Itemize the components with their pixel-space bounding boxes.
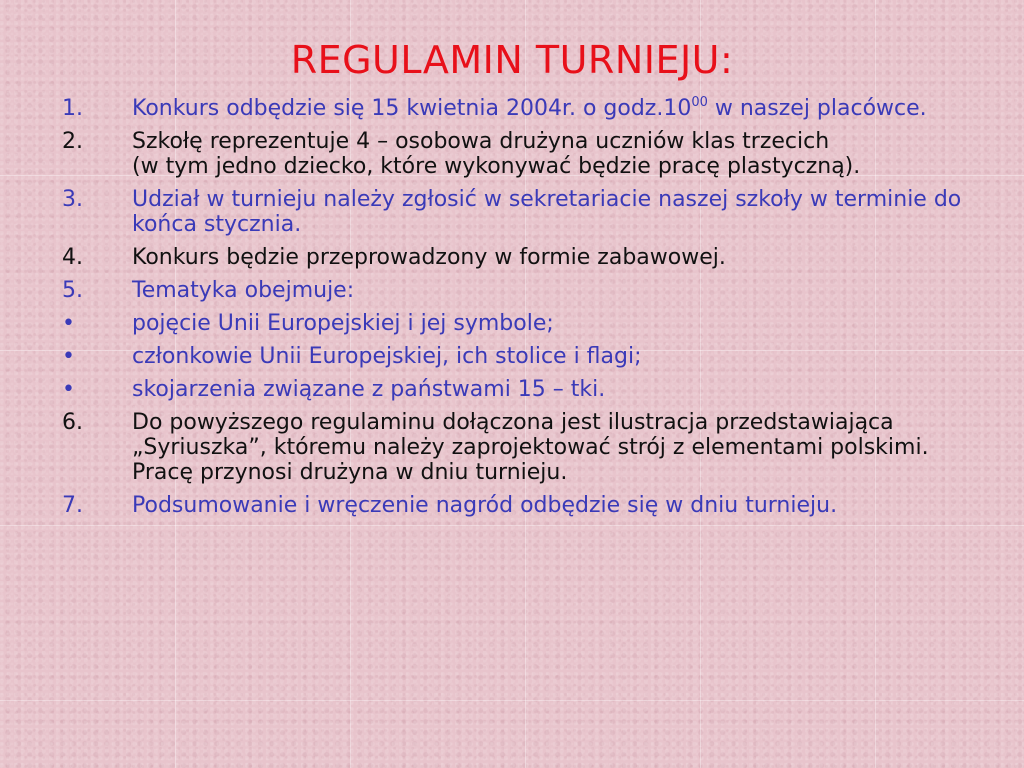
- rule-marker: 5.: [62, 278, 83, 303]
- rule-item-4: [62, 245, 962, 270]
- rule-text: Podsumowanie i wręczenie nagród odbędzie się w dniu turnieju.: [132, 493, 838, 518]
- rule-item-7: [62, 493, 962, 518]
- bullet-marker: •: [62, 377, 75, 402]
- bullet-marker: •: [62, 311, 75, 336]
- slide-title: REGULAMIN TURNIEJU:: [290, 38, 734, 82]
- rule-text: Konkurs będzie przeprowadzony w formie zabawowej.: [132, 245, 726, 270]
- rule-text: Udział w turnieju należy zgłosić w sekretariacie naszej szkoły w terminie do końca stycznia.: [132, 187, 962, 237]
- topic-text: członkowie Unii Europejskiej, ich stolice i flagi;: [132, 344, 642, 369]
- rule-item-5: [62, 278, 962, 303]
- rule-marker: 7.: [62, 493, 83, 518]
- rule-item-3: [62, 187, 962, 237]
- rule-text: Szkołę reprezentuje 4 – osobowa drużyna uczniów klas trzecich: [132, 129, 830, 154]
- rule-item-1: [62, 96, 962, 121]
- rule-text: Do powyższego regulaminu dołączona jest ilustracja przedstawiająca „Syriuszka”, któremu należy zaprojektować strój z elementami polskimi. Pracę przynosi drużyna w dniu turnieju.: [132, 410, 929, 485]
- topic-bullet-1: [62, 311, 962, 336]
- bullet-marker: •: [62, 344, 75, 369]
- rules-list: [62, 96, 962, 526]
- rule-marker: 4.: [62, 245, 83, 270]
- rule-text-continuation: (w tym jedno dziecko, które wykonywać będzie pracę plastyczną).: [132, 154, 861, 179]
- rule-item-2: [62, 129, 962, 179]
- topic-bullet-2: [62, 344, 962, 369]
- rule-marker: 3.: [62, 187, 83, 212]
- rule-marker: 6.: [62, 410, 83, 435]
- topic-bullet-3: [62, 377, 962, 402]
- rule-text: Konkurs odbędzie się 15 kwietnia 2004r. o $godz.10^{00}$ w naszej placówce.: [132, 95, 927, 121]
- rule-text: Tematyka obejmuje:: [132, 278, 355, 303]
- time-superscript: 00: [691, 95, 708, 110]
- rule-item-6: [62, 410, 962, 485]
- rule-marker: 2.: [62, 129, 83, 154]
- topic-text: skojarzenia związane z państwami 15 – tki.: [132, 377, 606, 402]
- topic-text: pojęcie Unii Europejskiej i jej symbole;: [132, 311, 554, 336]
- rule-marker: 1.: [62, 96, 83, 121]
